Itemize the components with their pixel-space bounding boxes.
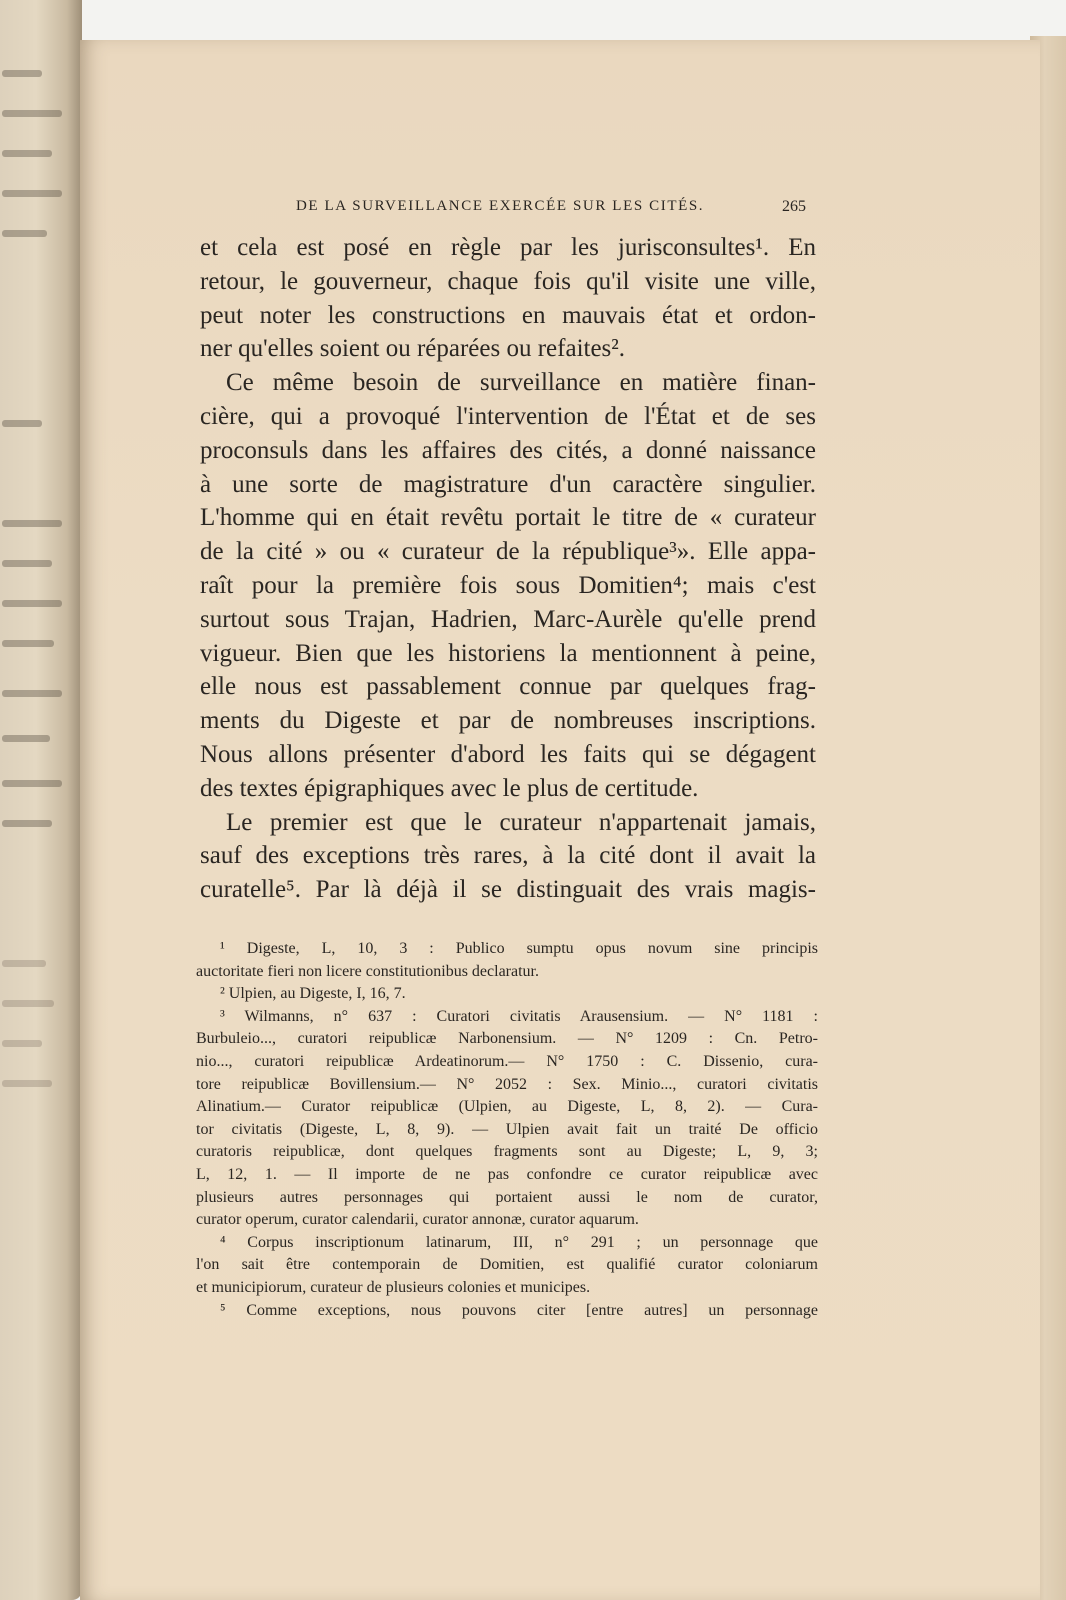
- footnote-line: tor civitatis (Digeste, L, 8, 9). — Ulpien avait fait un traité De officio: [196, 1120, 818, 1138]
- body-line: et cela est posé en règle par les jurisconsultes¹. En: [200, 234, 816, 261]
- footnotes: [196, 938, 818, 1322]
- body-line: Le premier est que le curateur n'appartenait jamais,: [226, 808, 816, 836]
- body-line: de la cité » ou « curateur de la république³». Elle appa-: [200, 538, 816, 566]
- bleed-through-text-mark: [2, 690, 62, 697]
- footnote-line: et municipiorum, curateur de plusieurs colonies et municipes.: [196, 1278, 591, 1296]
- bleed-through-text-mark: [2, 1080, 52, 1087]
- bleed-through-text-mark: [2, 70, 42, 77]
- body-line: retour, le gouverneur, chaque fois qu'il visite une ville,: [200, 267, 816, 295]
- footnote-line: l'on sait être contemporain de Domitien, est qualifié curator coloniarum: [196, 1256, 818, 1274]
- body-line: L'homme qui en était revêtu portait le titre de « curateur: [200, 504, 816, 532]
- page-number: 265: [782, 198, 806, 215]
- body-line: ner qu'elles soient ou réparées ou refaites².: [200, 335, 626, 363]
- body-line: Nous allons présenter d'abord les faits qui se dégagent: [200, 740, 816, 768]
- body-line: peut noter les constructions en mauvais état et ordon-: [200, 301, 816, 329]
- bleed-through-text-mark: [2, 820, 52, 827]
- footnote-line: tore reipublicæ Bovillensium.— N° 2052 : Sex. Minio..., curatori civitatis: [196, 1075, 818, 1093]
- body-line: raît pour la première fois sous Domitien⁴; mais c'est: [200, 571, 816, 599]
- footnote-line: ¹ Digeste, L, 10, 3 : Publico sumptu opus novum sine principis: [220, 940, 818, 957]
- bleed-through-text-mark: [2, 640, 54, 647]
- footnote-line: Alinatium.— Curator reipublicæ (Ulpien, au Digeste, L, 8, 2). — Cura-: [196, 1098, 818, 1116]
- footnote-line: ² Ulpien, au Digeste, I, 16, 7.: [220, 985, 406, 1003]
- bleed-through-text-mark: [2, 1040, 42, 1047]
- bleed-through-text-mark: [2, 110, 62, 117]
- body-line: curatelle⁵. Par là déjà il se distinguait des vrais magis-: [200, 876, 816, 904]
- footnote-line: nio..., curatori reipublicæ Ardeatinorum.— N° 1750 : C. Dissenio, cura-: [196, 1052, 818, 1070]
- footnote-line: ⁴ Corpus inscriptionum latinarum, III, n° 291 ; un personnage que: [220, 1233, 818, 1251]
- footnote-line: plusieurs autres personnages qui portaient aussi le nom de curator,: [196, 1188, 818, 1206]
- body-line: des textes épigraphiques avec le plus de certitude.: [200, 774, 699, 802]
- bleed-through-text-mark: [2, 230, 47, 237]
- body-line: sauf des exceptions très rares, à la cité dont il avait la: [200, 842, 816, 870]
- bleed-through-text-mark: [2, 780, 62, 787]
- bleed-through-text-mark: [2, 1000, 54, 1007]
- footnote-line: curatoris reipublicæ, dont quelques fragments sont au Digeste; L, 9, 3;: [196, 1143, 818, 1161]
- footnote-line: auctoritate fieri non licere constitutionibus declaratur.: [196, 962, 539, 980]
- bleed-through-text-mark: [2, 420, 42, 427]
- bleed-through-text-mark: [2, 190, 62, 197]
- body-line: Ce même besoin de surveillance en matière finan-: [226, 369, 816, 397]
- bleed-through-text-mark: [2, 735, 50, 742]
- bleed-through-text-mark: [2, 600, 62, 607]
- bleed-through-text-mark: [2, 520, 62, 527]
- footnote-line: ³ Wilmanns, n° 637 : Curatori civitatis Arausensium. — N° 1181 :: [220, 1007, 818, 1025]
- footnote-line: curator operum, curator calendarii, curator annonæ, curator aquarum.: [196, 1211, 639, 1229]
- body-line: ments du Digeste et par de nombreuses inscriptions.: [200, 707, 816, 735]
- body-line: cière, qui a provoqué l'intervention de l'État et de ses: [200, 402, 816, 430]
- body-line: surtout sous Trajan, Hadrien, Marc-Aurèle qu'elle prend: [200, 605, 816, 633]
- footnote-line: Burbuleio..., curatori reipublicæ Narbonensium. — N° 1209 : Cn. Petro-: [196, 1030, 818, 1048]
- bleed-through-text-mark: [2, 960, 46, 967]
- body-line: vigueur. Bien que les historiens la mentionnent à peine,: [200, 639, 816, 667]
- running-head: DE LA SURVEILLANCE EXERCÉE SUR LES CITÉS.: [296, 198, 705, 214]
- footnote-line: ⁵ Comme exceptions, nous pouvons citer [entre autres] un personnage: [220, 1301, 818, 1319]
- body-text: [200, 231, 816, 907]
- body-line: à une sorte de magistrature d'un caractère singulier.: [200, 470, 816, 498]
- bleed-through-text-mark: [2, 560, 52, 567]
- body-line: proconsuls dans les affaires des cités, a donné naissance: [200, 436, 816, 464]
- facing-left-page: [0, 0, 82, 1600]
- footnote-line: L, 12, 1. — Il importe de ne pas confondre ce curator reipublicæ avec: [196, 1165, 818, 1183]
- body-line: elle nous est passablement connue par quelques frag-: [200, 673, 816, 701]
- bleed-through-text-mark: [2, 150, 52, 157]
